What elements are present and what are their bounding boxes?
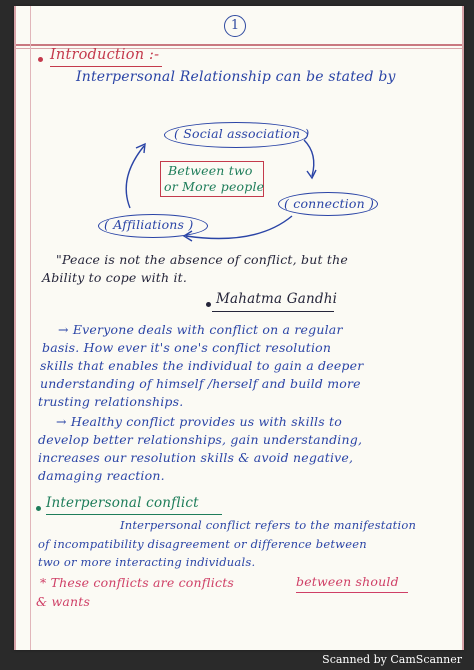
heading-bullet [38,57,43,62]
para1-line2: basis. How ever it's one's conflict resolution [42,340,332,355]
para3-line1: Interpersonal conflict refers to the manifestation [120,518,417,532]
para2-line1: → Healthy conflict provides us with skills to [56,414,342,429]
left-margin-line [30,6,31,650]
heading: Introduction :- [50,47,160,63]
relationship-diagram [56,118,386,250]
para2-line2: develop better relationships, gain understanding, [38,432,363,447]
para3-line3: two or more interacting individuals. [38,555,256,569]
top-margin-line [16,44,462,46]
heading-underline [50,66,162,67]
para3-line2: of incompatibility disagreement or difference between [38,537,367,551]
quote-author: Mahatma Gandhi [216,291,338,307]
subheading-underline [46,514,222,515]
para1-line5: trusting relationships. [38,394,184,409]
para1-line3: skills that enables the individual to gain a deeper [40,358,364,373]
para1-line1: → Everyone deals with conflict on a regular [58,322,343,337]
note-emphasis: between should [296,574,399,589]
subheading: Interpersonal conflict [46,495,199,511]
diagram-left-label: ( Affiliations ) [104,217,194,232]
scanner-watermark: Scanned by CamScanner [322,653,462,666]
quote-line1: "Peace is not the absence of conflict, but the [56,252,348,267]
note-line1: * These conflicts are conflicts [40,575,235,590]
intro-line: Interpersonal Relationship can be stated by [76,69,396,85]
note-line2: & wants [36,594,91,609]
quote-line2: Ability to cope with it. [42,270,188,285]
author-bullet [206,302,211,307]
subheading-bullet [36,506,41,511]
diagram-center-line1: Between two [168,163,253,178]
page-number: 1 [224,15,246,37]
notebook-page [14,6,464,650]
author-underline [212,311,334,312]
diagram-top-label: ( Social association ) [174,126,310,141]
diagram-center-line2: or More people [164,179,265,194]
diagram-right-label: ( connection ) [284,196,375,211]
note-emphasis-underline [296,592,408,593]
para1-line4: understanding of himself /herself and build more [40,376,361,391]
para2-line4: damaging reaction. [38,468,165,483]
para2-line3: increases our resolution skills & avoid negative, [38,450,354,465]
